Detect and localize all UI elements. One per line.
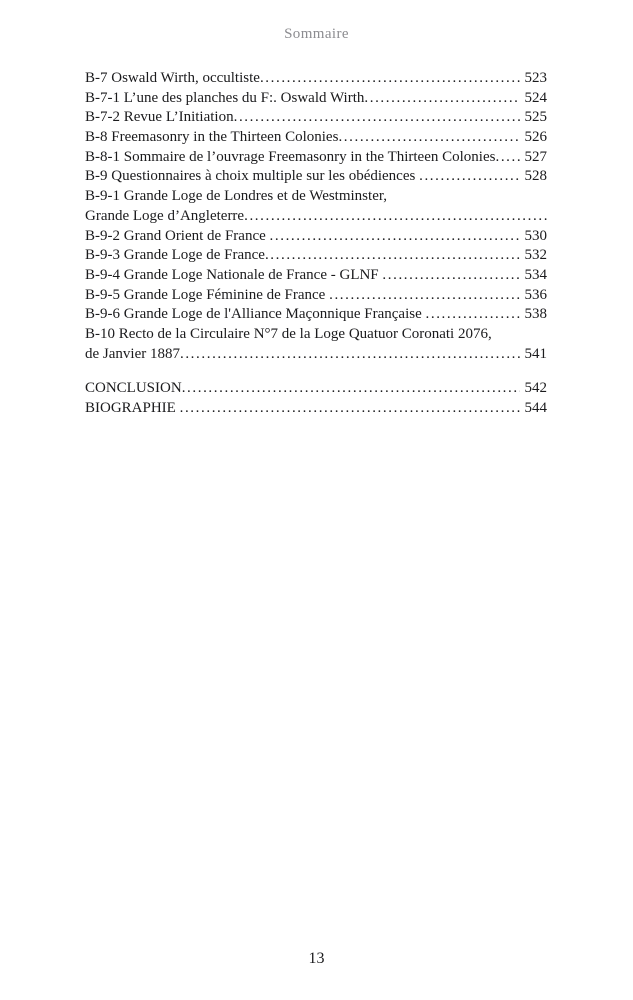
toc-entry (85, 286, 547, 306)
toc-entry (85, 207, 547, 227)
toc-entry-label: B-8-1 Sommaire de l’ouvrage Freemasonry in the Thirteen Colonies (85, 148, 496, 165)
toc-entry-page: 542 (524, 380, 547, 397)
toc-entry (85, 399, 547, 419)
toc-entry-label: B-7 Oswald Wirth, occultiste (85, 70, 260, 86)
toc-entry-page: 528 (524, 168, 547, 185)
toc-entry-page: 534 (524, 266, 547, 283)
toc-entry-page: 523 (524, 70, 547, 86)
toc-entry-page: 541 (524, 345, 547, 362)
toc-leader-dots (234, 108, 520, 128)
toc-entry-page: 526 (524, 129, 547, 146)
toc-entry-label: B-9-3 Grande Loge de France (85, 247, 265, 264)
toc-leader-dots (244, 207, 547, 227)
toc-entry-page: 530 (524, 227, 547, 244)
toc-leader-dots (426, 305, 520, 325)
toc-leader-dots (338, 128, 519, 148)
toc-entry (85, 89, 547, 109)
toc-leader-dots (180, 345, 520, 365)
toc-entry-label: de Janvier 1887 (85, 345, 180, 362)
toc-entry (85, 187, 547, 207)
toc-entry-label: BIOGRAPHIE (85, 400, 180, 416)
toc-entry-page: 527 (524, 148, 547, 165)
toc-entry (85, 325, 547, 345)
toc-entry-label: B-9-2 Grand Orient de France (85, 227, 270, 244)
toc-entry-page: 538 (524, 306, 547, 323)
toc-entry-label: B-9-1 Grande Loge de Londres et de Westminster, (85, 188, 387, 205)
toc-entry-page: 525 (524, 109, 547, 126)
toc-entry (85, 266, 547, 286)
toc-entry (85, 246, 547, 266)
toc-entry (85, 379, 547, 399)
toc-leader-dots (495, 148, 519, 168)
toc-leader-dots (265, 246, 520, 266)
toc-entry (85, 69, 547, 89)
toc-list (85, 69, 547, 419)
toc-leader-dots (260, 69, 520, 89)
toc-entry-page: 532 (524, 247, 547, 264)
toc-entry-label: B-9-6 Grande Loge de l'Alliance Maçonnique Française (85, 306, 426, 323)
toc-entry (85, 345, 547, 365)
toc-entry-label: B-10 Recto de la Circulaire N°7 de la Loge Quatuor Coronati 2076, (85, 325, 492, 342)
toc-leader-dots (364, 89, 519, 109)
toc-entry-label: B-7-1 L’une des planches du F:. Oswald Wirth (85, 89, 365, 106)
toc-entry-label: B-9-4 Grande Loge Nationale de France - GLNF (85, 266, 383, 283)
toc-leader-dots (382, 266, 519, 286)
toc-entry-label: B-7-2 Revue L’Initiation (85, 109, 234, 126)
toc-entry (85, 305, 547, 325)
toc-entry (85, 227, 547, 247)
toc-entry (85, 108, 547, 128)
toc-entry-page: 536 (524, 286, 547, 303)
toc-leader-dots (270, 227, 520, 247)
toc-leader-dots (329, 286, 519, 306)
toc-entry (85, 148, 547, 168)
toc-leader-dots (180, 399, 520, 419)
toc-entry-label: Grande Loge d’Angleterre (85, 207, 245, 224)
toc-entry-label: B-9 Questionnaires à choix multiple sur les obédiences (85, 168, 420, 185)
footer-page-number: 13 (308, 950, 325, 967)
toc-entry-label: B-8 Freemasonry in the Thirteen Colonies (85, 129, 339, 146)
toc-leader-dots (182, 379, 520, 399)
running-header: Sommaire (284, 26, 349, 42)
toc-entry-label: B-9-5 Grande Loge Féminine de France (85, 286, 330, 303)
toc-entry-label: CONCLUSION (85, 380, 182, 397)
toc-spacer (85, 364, 547, 379)
toc-entry (85, 128, 547, 148)
toc-entry-page: 524 (524, 89, 547, 106)
toc-leader-dots (419, 167, 519, 187)
toc-entry (85, 167, 547, 187)
toc-entry-page: 544 (524, 400, 547, 416)
